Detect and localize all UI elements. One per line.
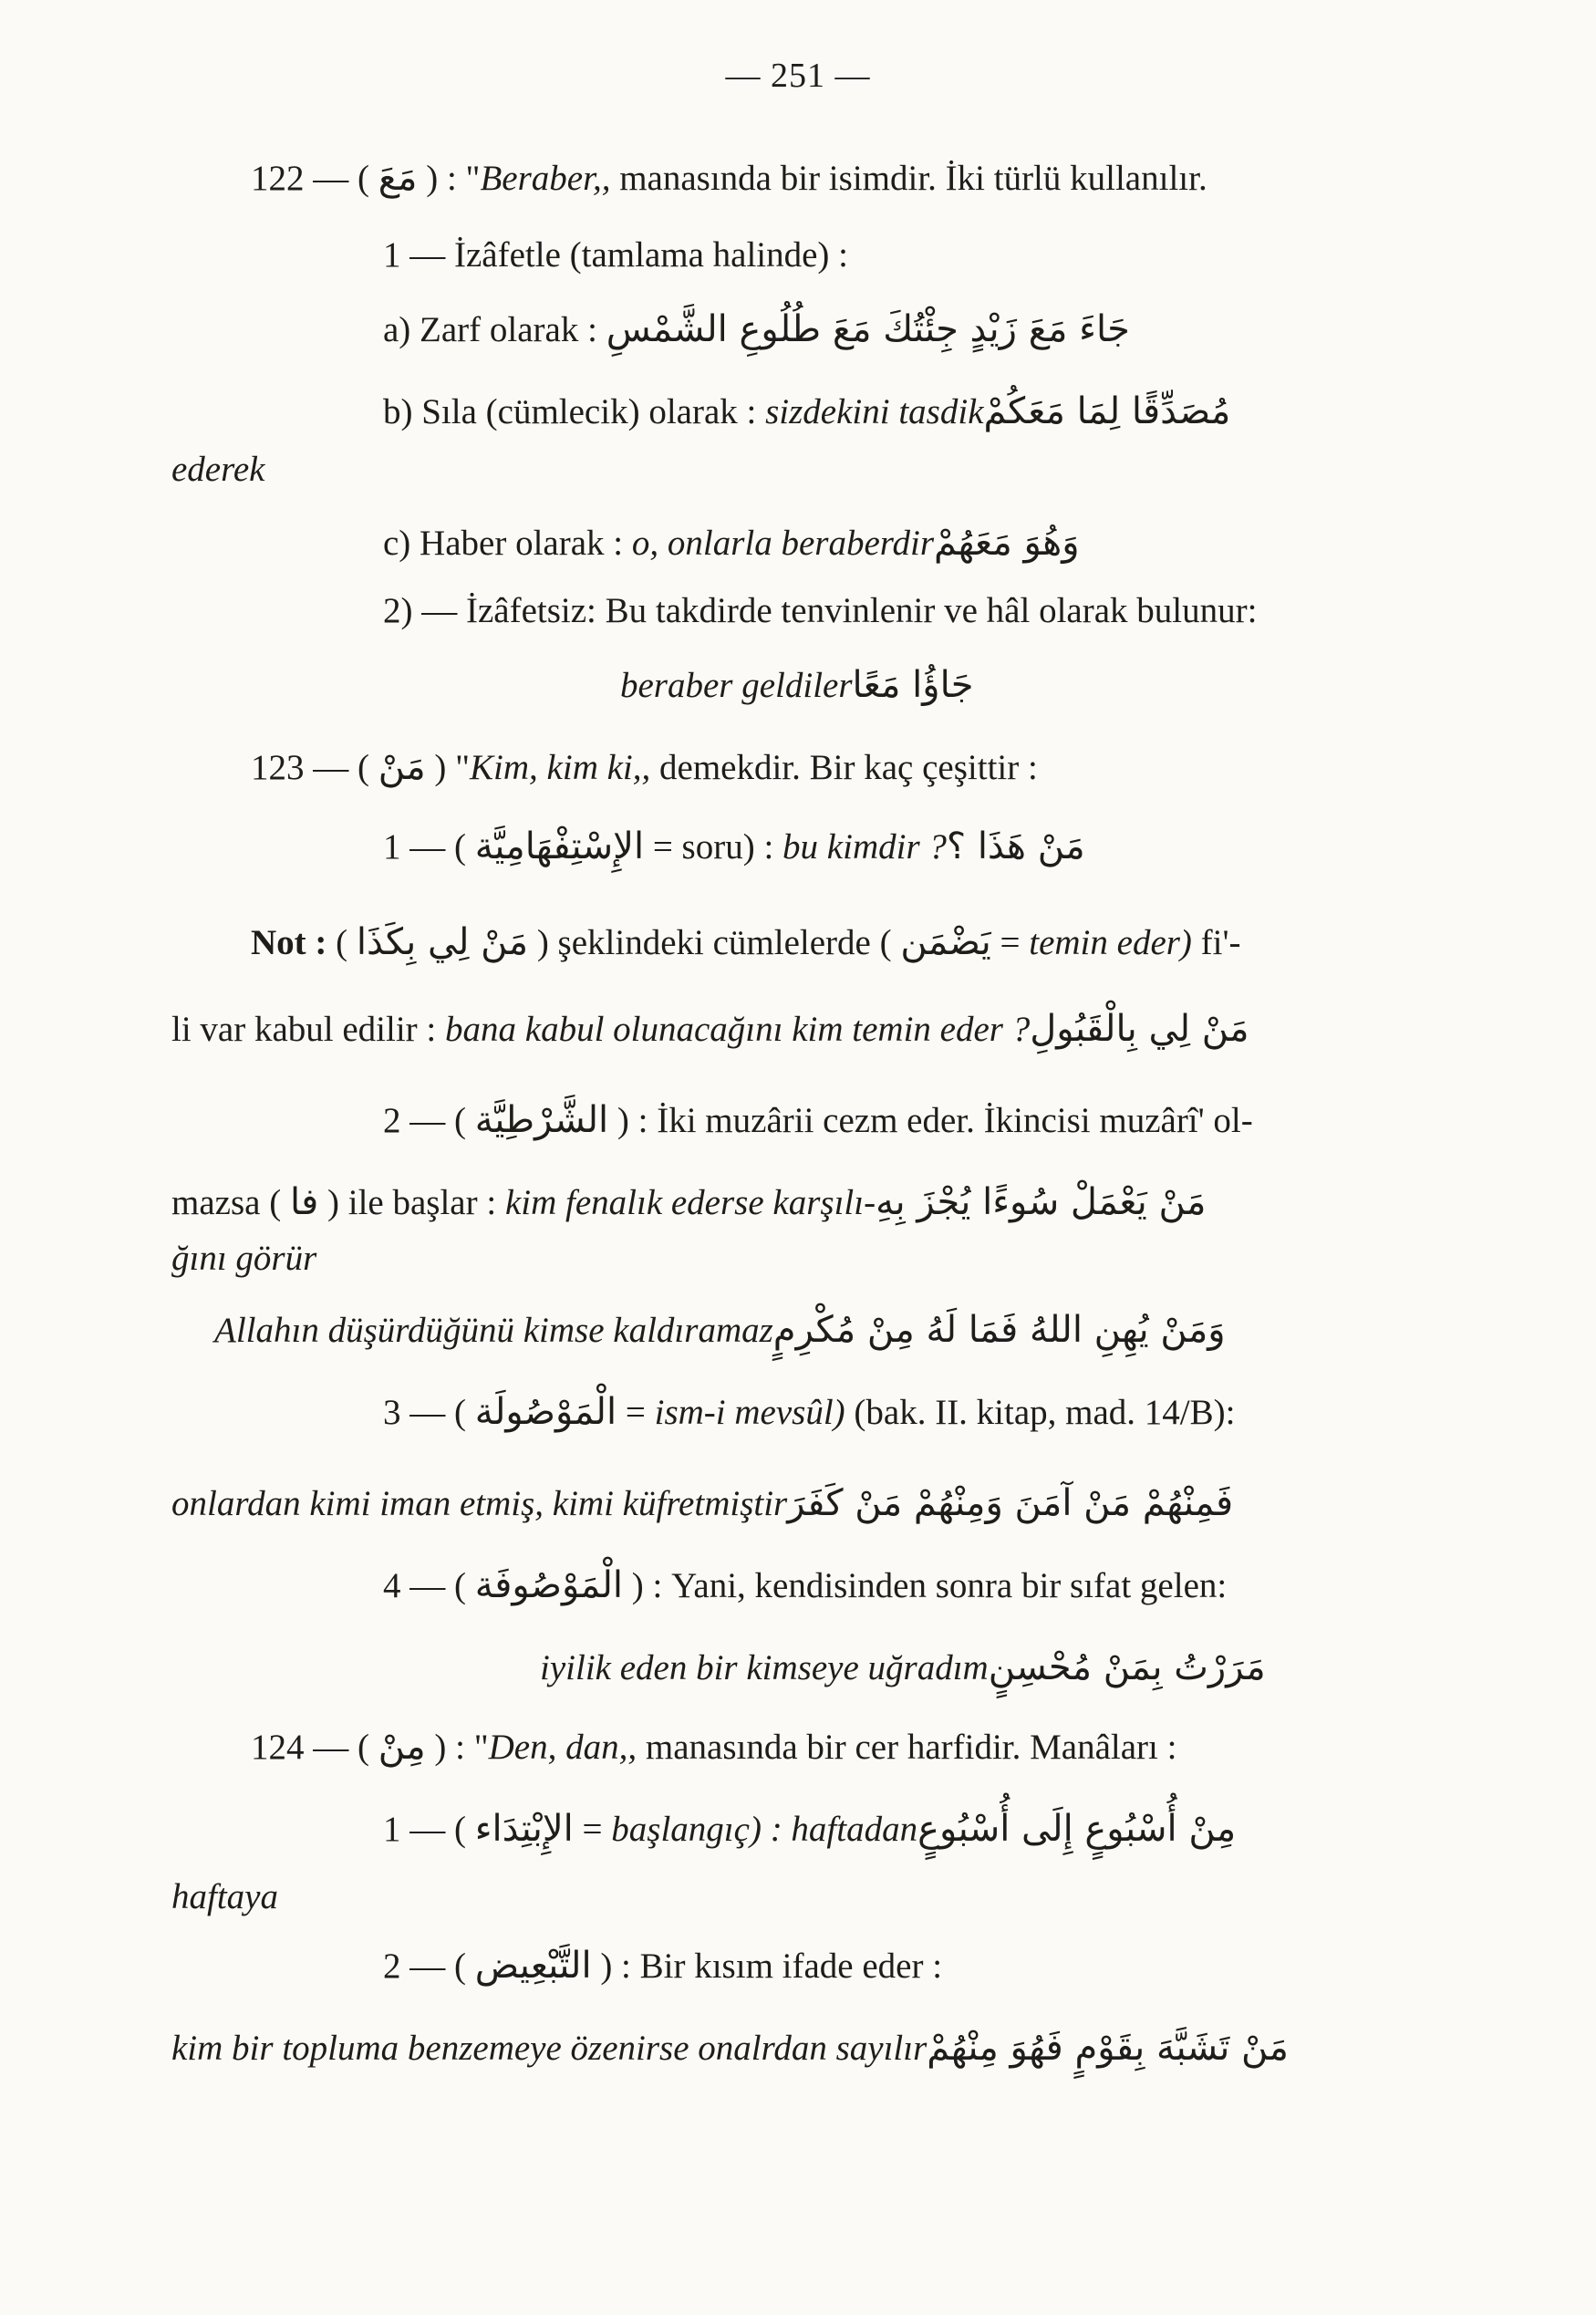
item-3-mevsul <box>383 1391 1235 1434</box>
text-run: manasında bir isimdir. İki türlü kullanılır. <box>610 159 1207 198</box>
bold-run: Not : <box>251 923 327 962</box>
arabic-run: مِنْ أُسْبُوعٍ إِلَى أُسْبُوعٍ <box>917 1808 1248 1850</box>
text-run: 1 — İzâfetle (tamlama halinde) : <box>383 235 849 275</box>
text-run: demekdir. Bir kaç çeşittir : <box>650 748 1038 787</box>
entry-123-heading <box>251 746 1038 789</box>
italic-run: kim bir topluma benzemeye özenirse onalrdan sayılır <box>171 2029 928 2068</box>
arabic-run: مَنْ يَعْمَلْ سُوءًا يُجْزَ بِهِ <box>876 1181 1218 1223</box>
example-onlardan <box>171 1482 1245 1525</box>
item-4-mevsufe <box>383 1564 1227 1607</box>
text-run: ) ile başlar : <box>318 1183 505 1222</box>
subheading-izafetle <box>383 235 848 276</box>
text-run: 124 — ( <box>251 1728 378 1767</box>
italic-run: beraber geldiler <box>620 666 853 705</box>
italic-run: başlangıç) : haftadan <box>611 1810 918 1849</box>
page-number: — 251 — <box>725 57 871 95</box>
arabic-run: الإِسْتِفْهَامِيَّة <box>474 825 645 867</box>
arabic-run: مَنْ تَشَبَّهَ بِقَوْمٍ فَهُوَ مِنْهُمْ <box>927 2027 1301 2069</box>
item-c-haber <box>383 522 1091 565</box>
note-paragraph <box>251 921 1241 964</box>
text-run: 1 — ( <box>383 1810 475 1849</box>
text-run: ) : " <box>417 159 481 198</box>
subheading-izafetsiz <box>383 591 1257 632</box>
entry-122-heading <box>251 157 1207 200</box>
item-1-ibtida <box>383 1808 1248 1851</box>
italic-run: bu kimdir ? <box>782 827 947 867</box>
text-run: ) : " <box>425 1728 489 1767</box>
text-run: 2 — ( <box>383 1101 475 1140</box>
arabic-run: وَهُوَ مَعَهُمْ <box>934 522 1092 564</box>
text-run: 123 — ( <box>251 748 378 787</box>
item-b-continuation <box>171 450 264 491</box>
italic-run: o, onlarla beraberdir <box>631 524 934 563</box>
arabic-run: فا <box>289 1181 319 1223</box>
item-2-continuation <box>171 1181 1218 1224</box>
arabic-run: مَرَرْتُ بِمَنْ مُحْسِنٍ <box>988 1646 1278 1688</box>
item-1-soru <box>383 825 1096 868</box>
arabic-run: الإِبْتِدَاء <box>474 1808 574 1850</box>
arabic-run: مَنْ لِي بِكَذَا <box>356 921 529 963</box>
italic-run: iyilik eden bir kimseye uğradım <box>540 1648 989 1687</box>
text-run: = <box>617 1393 655 1432</box>
text-run: li var kabul edilir : <box>171 1010 446 1049</box>
arabic-run: الْمَوْصُوفَة <box>474 1564 624 1606</box>
arabic-run: مَنْ هَذَا ؟ <box>946 825 1097 867</box>
arabic-run: مُصَدِّقًا لِمَا مَعَكُمْ <box>983 390 1242 432</box>
text-run: = soru) : <box>644 827 783 867</box>
text-run: ) : İki muzârii cezm eder. İkincisi muzârî' ol- <box>608 1101 1253 1140</box>
text-run: ) " <box>425 748 471 787</box>
arabic-run: فَمِنْهُمْ مَنْ آمَنَ وَمِنْهُمْ مَنْ كَفَرَ <box>787 1482 1245 1524</box>
italic-run: onlardan kimi iman etmiş, kimi küfretmiştir <box>171 1484 788 1523</box>
example-iyilik <box>540 1646 1277 1689</box>
italic-run: Allahın düşürdüğünü kimse kaldıramaz <box>214 1311 773 1350</box>
arabic-run: جَاءَ مَعَ زَيْدٍ جِئْتُكَ مَعَ طُلُوعِ الشَّمْسِ <box>606 308 1130 350</box>
text-run: (bak. II. kitap, mad. 14/B): <box>845 1393 1236 1432</box>
italic-run: ederek <box>171 450 265 489</box>
item-2-continuation-2 <box>171 1239 316 1280</box>
text-run: = <box>573 1810 612 1849</box>
arabic-run: الشَّرْطِيَّة <box>474 1099 609 1141</box>
arabic-run: مَعَ <box>378 157 418 199</box>
note-continuation <box>171 1008 1260 1051</box>
example-allahin <box>214 1309 1237 1352</box>
example-kim-bir <box>171 2027 1301 2070</box>
arabic-run: التَّبْعِيض <box>474 1945 592 1987</box>
text-run: = <box>990 923 1030 962</box>
text-run: manasında bir cer harfidir. Manâları : <box>637 1728 1177 1767</box>
italic-run: sizdekini tasdik <box>765 392 984 431</box>
arabic-run: مَنْ <box>378 746 426 788</box>
italic-run: ism-i mevsûl) <box>654 1393 845 1432</box>
text-run: mazsa ( <box>171 1183 290 1222</box>
arabic-run: وَمَنْ يُهِنِ اللهُ فَمَا لَهُ مِنْ مُكْرِمٍ <box>772 1309 1238 1351</box>
italic-run: Kim, kim ki,, <box>470 748 651 787</box>
italic-run: ğını görür <box>171 1239 317 1278</box>
text-run: 2 — ( <box>383 1946 475 1986</box>
italic-run: Den, dan,, <box>488 1728 637 1767</box>
text-run: fi'- <box>1191 923 1241 962</box>
text-run: 3 — ( <box>383 1393 475 1432</box>
item-2-tebiz <box>383 1945 942 1988</box>
italic-run: haftaya <box>171 1877 278 1916</box>
italic-run: Beraber,, <box>480 159 611 198</box>
arabic-run: مِنْ <box>378 1726 426 1768</box>
arabic-run: جَاؤُا مَعًا <box>852 664 986 706</box>
text-run: ) şeklindeki cümlelerde ( <box>528 923 901 962</box>
italic-run: kim fenalık ederse karşılı- <box>504 1183 876 1222</box>
arabic-run: يَضْمَن <box>900 921 991 963</box>
italic-run: bana kabul olunacağını kim temin eder ? <box>445 1010 1031 1049</box>
text-run: 4 — ( <box>383 1566 475 1605</box>
item-2-sartiyye <box>383 1099 1253 1142</box>
arabic-run: الْمَوْصُولَة <box>474 1391 617 1433</box>
text-run: 122 — ( <box>251 159 378 198</box>
item-1-continuation <box>171 1877 278 1918</box>
item-b-sila <box>383 390 1242 433</box>
arabic-run: مَنْ لِي بِالْقَبُولِ <box>1030 1008 1261 1050</box>
item-a-zarf <box>383 308 1130 351</box>
text-run: 1 — ( <box>383 827 475 867</box>
text-run: ( <box>326 923 357 962</box>
text-run: b) Sıla (cümlecik) olarak : <box>383 392 766 431</box>
entry-124-heading <box>251 1726 1176 1769</box>
text-run: ) : Yani, kendisinden sonra bir sıfat gelen: <box>623 1566 1228 1605</box>
text-run: 2) — İzâfetsiz: Bu takdirde tenvinlenir ve hâl olarak bulunur: <box>383 591 1258 630</box>
italic-run: temin eder) <box>1029 923 1192 962</box>
text-run: c) Haber olarak : <box>383 524 632 563</box>
text-run: ) : Bir kısım ifade eder : <box>591 1946 943 1986</box>
text-run: a) Zarf olarak : <box>383 310 606 349</box>
example-beraber <box>620 664 985 707</box>
